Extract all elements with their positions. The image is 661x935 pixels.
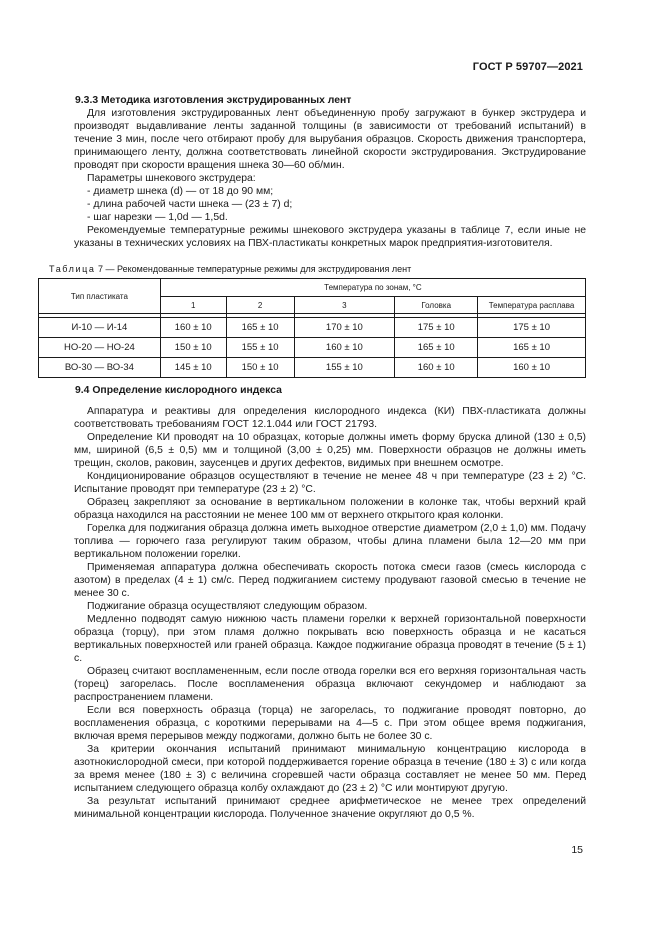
col-header-zone-3: 3 <box>294 297 395 314</box>
cell: 165 ± 10 <box>478 338 586 358</box>
cell: 175 ± 10 <box>395 318 478 338</box>
paragraph: Рекомендуемые температурные режимы шнекового экструдера указаны в таблице 7, если иные не указаны в технических условиях на ПВХ-пластикаты конкретных марок предприятия-изготовителя. <box>74 225 586 249</box>
col-header-zone-2: 2 <box>226 297 294 314</box>
cell-type: НО-20 — НО-24 <box>39 338 161 358</box>
section-heading-9-4: 9.4 Определение кислородного индекса <box>75 385 282 396</box>
cell: 155 ± 10 <box>226 338 294 358</box>
cell: 160 ± 10 <box>160 318 226 338</box>
cell-type: ВО-30 — ВО-34 <box>39 358 161 378</box>
paragraph: За результат испытаний принимают среднее арифметическое не менее трех определений минимальной концентрации кислорода. Полученное значение округляют до 0,5 %. <box>74 796 586 820</box>
list-item: - шаг нарезки — 1,0d — 1,5d. <box>87 212 228 223</box>
col-header-type: Тип пластиката <box>39 279 161 314</box>
paragraph: Определение КИ проводят на 10 образцах, которые должны иметь форму бруска длиной (130 ± 0,5) мм, шириной (6,5 ± 0,5) мм и толщиной (3,00 ± 0,25) мм. Поверхности образцов не должны иметь трещин, сколов, раковин, заусенцев и других дефектов, видимых при внешнем осмотре. <box>74 432 586 469</box>
col-header-head: Головка <box>395 297 478 314</box>
list-item: - длина рабочей части шнека — (23 ± 7) d; <box>87 199 293 210</box>
table-7 <box>38 278 586 378</box>
paragraph: Если вся поверхность образца (торца) не загорелась, то поджигание проводят повторно, до воспламенения образца, с короткими перерывами на 4—5 с. При этом общее время поджигания, включая время перерывов между поджогами, должно быть не более 30 с. <box>74 705 586 742</box>
paragraph: Кондиционирование образцов осуществляют в течение не менее 48 ч при температуре (23 ± 2) °С. Испытание проводят при температуре (23 ± 2) °С. <box>74 471 586 495</box>
table-row <box>39 318 586 338</box>
section-9-4 <box>74 384 586 821</box>
standard-number: ГОСТ Р 59707—2021 <box>472 61 583 73</box>
cell-type: И-10 — И-14 <box>39 318 161 338</box>
page-number: 15 <box>571 844 583 856</box>
paragraph: Применяемая аппаратура должна обеспечивать скорость потока смеси газов (смесь кислорода с азотом) в пределах (4 ± 1) см/с. Перед поджиганием систему продувают газовой смесью в течение не менее 30 с. <box>74 562 586 599</box>
paragraph: Горелка для поджигания образца должна иметь выходное отверстие диаметром (2,0 ± 1,0) мм. Подачу топлива — горючего газа регулируют таким образом, чтобы длина пламени была 12—20 мм при вертикальном положении горелки. <box>74 523 586 560</box>
cell: 165 ± 10 <box>226 318 294 338</box>
table-caption-word: Таблица <box>49 264 96 274</box>
cell: 170 ± 10 <box>294 318 395 338</box>
paragraph: Образец считают воспламененным, если после отвода горелки вся его верхняя горизонтальная часть (торец) загорелась. После воспламенения образца включают секундомер и наблюдают за распространением пламени. <box>74 666 586 703</box>
cell: 160 ± 10 <box>395 358 478 378</box>
table-row <box>39 358 586 378</box>
col-header-group: Температура по зонам, °С <box>160 279 585 297</box>
cell: 145 ± 10 <box>160 358 226 378</box>
paragraph: Аппаратура и реактивы для определения кислородного индекса (КИ) ПВХ-пластиката должны соответствовать требованиям ГОСТ 12.1.044 или ГОСТ 21793. <box>74 406 586 430</box>
cell: 165 ± 10 <box>395 338 478 358</box>
cell: 160 ± 10 <box>294 338 395 358</box>
cell: 175 ± 10 <box>478 318 586 338</box>
col-header-melt: Температура расплава <box>478 297 586 314</box>
cell: 160 ± 10 <box>478 358 586 378</box>
paragraph: Медленно подводят самую нижнюю часть пламени горелки к верхней горизонтальной поверхности образца (торцу), при этом пламя должно покрывать всю поверхность образца и не касаться вертикальных поверхностей или граней образца. Каждое поджигание образца проводят в течение (5 ± 1) с. <box>74 614 586 664</box>
cell: 150 ± 10 <box>160 338 226 358</box>
paragraph: Образец закрепляют за основание в вертикальном положении в колонке так, чтобы верхний край образца находился на расстоянии не менее 100 мм от верхнего открытого края колонки. <box>74 497 586 521</box>
paragraph: За критерии окончания испытаний принимают минимальную концентрацию кислорода в азотнокислородной смеси, при которой поддерживается горение образца в течение (180 ± 3) с или когда за время менее (180 ± 3) с величина сгоревшей части образца составляет не менее 50 мм. Перед испытанием следующего образца колбу охлаждают до (23 ± 2) °С или монтируют другую. <box>74 744 586 794</box>
list-item: - диаметр шнека (d) — от 18 до 90 мм; <box>87 186 274 197</box>
col-header-zone-1: 1 <box>160 297 226 314</box>
section-heading-9-3-3: 9.3.3 Методика изготовления экструдированных лент <box>75 95 352 106</box>
table-caption-text: 7 — Рекомендованные температурные режимы для экструдирования лент <box>95 264 412 274</box>
paragraph: Поджигание образца осуществляют следующим образом. <box>87 601 368 612</box>
cell: 155 ± 10 <box>294 358 395 378</box>
paragraph: Для изготовления экструдированных лент объединенную пробу загружают в бункер экструдера и производят выдавливание ленты заданной толщины (в зависимости от требований испытаний) в течение 3 мин, после чего отбирают пробу для вырубания образцов. Скорость движения транспортера, принимающего ленту, должна соответствовать линейной скорости экструдирования. Экструдирование проводят при скорости вращения шнека 30—60 об/мин. <box>74 108 586 171</box>
params-intro: Параметры шнекового экструдера: <box>87 173 256 184</box>
section-9-3-3 <box>74 94 586 250</box>
cell: 150 ± 10 <box>226 358 294 378</box>
table-caption <box>49 264 411 275</box>
table-row <box>39 338 586 358</box>
